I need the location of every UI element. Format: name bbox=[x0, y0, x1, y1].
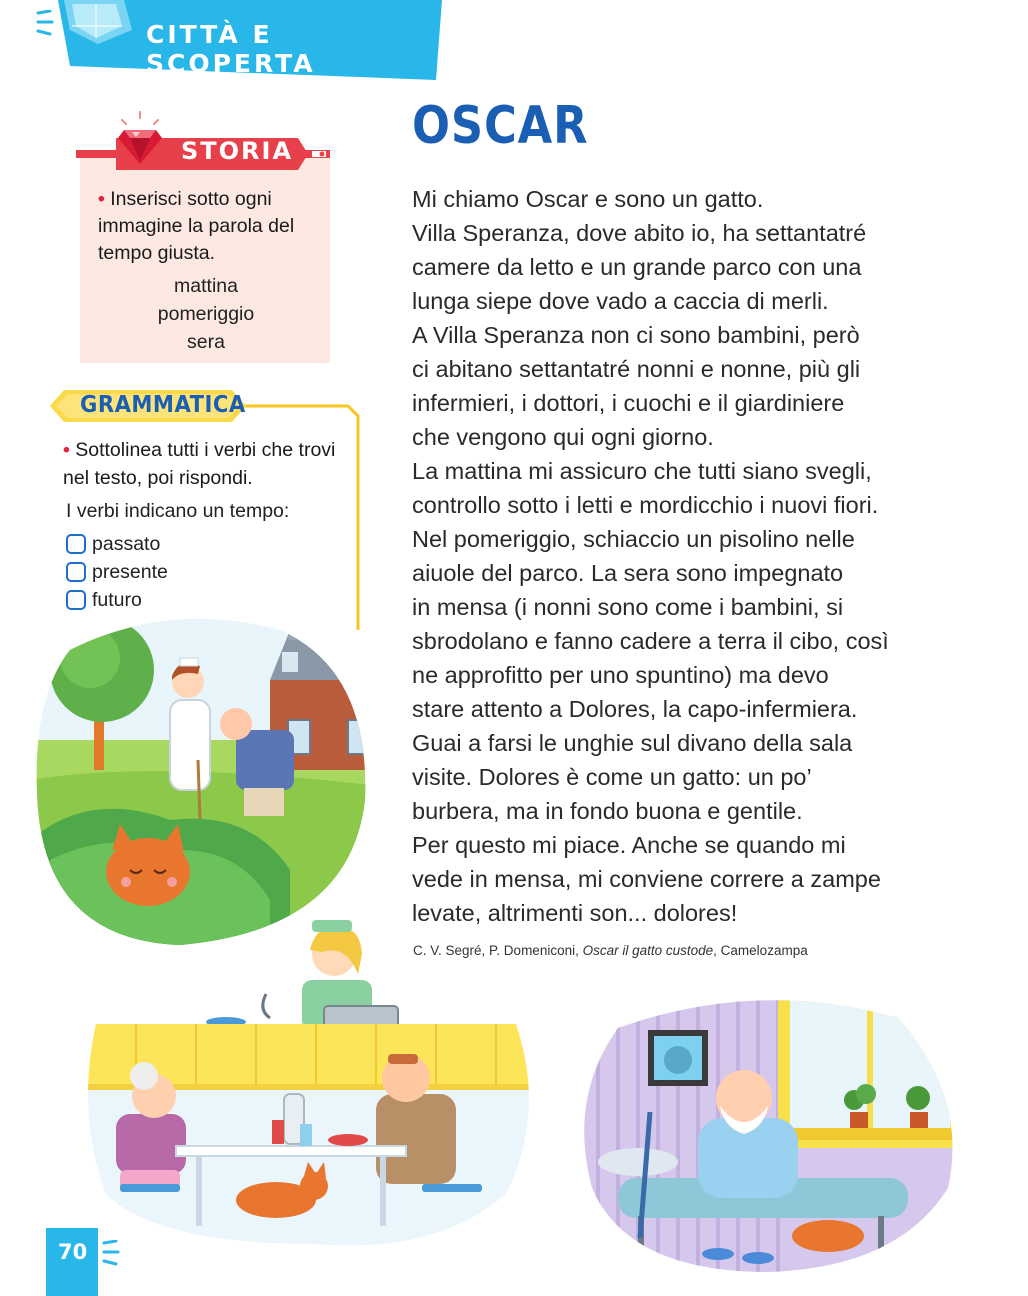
storia-instruction-text: Inserisci sotto ogni immagine la parola del tempo giusta. bbox=[98, 188, 295, 264]
story-line: controllo sotto i letti e mordicchio i nuovi fiori. bbox=[412, 492, 879, 518]
grammatica-question: I verbi indicano un tempo: bbox=[66, 500, 290, 522]
grammatica-label: GRAMMATICA bbox=[80, 392, 246, 418]
checkbox-futuro[interactable] bbox=[66, 590, 86, 610]
decorative-lines-icon bbox=[36, 10, 58, 40]
storia-word-list bbox=[120, 272, 292, 356]
option-passato[interactable] bbox=[66, 531, 160, 557]
section-title: CITTÀ E SCOPERTA bbox=[146, 20, 316, 78]
bullet-icon: • bbox=[63, 439, 76, 461]
grammatica-instruction-text: Sottolinea tutti i verbi che trovi nel testo, poi rispondi. bbox=[63, 439, 336, 489]
story-line: sbrodolano e fanno cadere a terra il cibo, così bbox=[412, 628, 889, 654]
story-line: A Villa Speranza non ci sono bambini, però bbox=[412, 322, 860, 348]
story-line: Guai a farsi le unghie sul divano della sala bbox=[412, 730, 853, 756]
story-line: Mi chiamo Oscar e sono un gatto. bbox=[412, 186, 764, 212]
story-line: che vengono qui ogni giorno. bbox=[412, 424, 714, 450]
story-line: aiuole del parco. La sera sono impegnato bbox=[412, 560, 844, 586]
word-sera: sera bbox=[187, 331, 225, 353]
section-banner bbox=[58, 0, 442, 80]
story-line: La mattina mi assicuro che tutti siano svegli, bbox=[412, 458, 872, 484]
word-pomeriggio: pomeriggio bbox=[157, 303, 255, 325]
checkbox-presente[interactable] bbox=[66, 562, 86, 582]
story-line: ne approfitto per uno spuntino) ma devo bbox=[412, 662, 829, 688]
story-line: ci abitano settantatré nonni e nonne, più gli bbox=[412, 356, 861, 382]
bullet-icon: • bbox=[98, 188, 111, 210]
storia-label: STORIA bbox=[181, 137, 294, 165]
story-line: burbera, ma in fondo buona e gentile. bbox=[412, 798, 803, 824]
checkbox-passato[interactable] bbox=[66, 534, 86, 554]
story-title: OSCAR bbox=[412, 96, 589, 156]
story-line: Nel pomeriggio, schiaccio un pisolino nelle bbox=[412, 526, 855, 552]
word-mattina: mattina bbox=[174, 275, 238, 297]
story-body bbox=[412, 182, 952, 930]
story-line: vede in mensa, mi conviene correre a zampe bbox=[412, 866, 881, 892]
garden-illustration bbox=[30, 610, 370, 950]
story-line: camere da letto e un grande parco con una bbox=[412, 254, 862, 280]
story-line: stare attento a Dolores, la capo-infermiera. bbox=[412, 696, 858, 722]
story-line: visite. Dolores è come un gatto: un po’ bbox=[412, 764, 812, 790]
story-line: levate, altrimenti son... dolores! bbox=[412, 900, 738, 926]
option-label: futuro bbox=[92, 588, 142, 611]
option-presente[interactable] bbox=[66, 559, 168, 585]
citation-publisher: , Camelozampa bbox=[713, 943, 808, 958]
page-number: 70 bbox=[58, 1240, 88, 1264]
decorative-lines-icon bbox=[102, 1240, 122, 1270]
citation-authors: C. V. Segré, P. Domeniconi, bbox=[413, 943, 583, 958]
canteen-illustration bbox=[76, 914, 536, 1254]
story-line: Villa Speranza, dove abito io, ha settantatré bbox=[412, 220, 867, 246]
grammatica-instruction bbox=[63, 436, 353, 492]
story-line: infermieri, i dottori, i cuochi e il giardiniere bbox=[412, 390, 845, 416]
option-label: presente bbox=[92, 560, 168, 583]
option-label: passato bbox=[92, 532, 161, 555]
citation-book: Oscar il gatto custode bbox=[582, 943, 714, 958]
story-line: in mensa (i nonni sono come i bambini, si bbox=[412, 594, 844, 620]
citation bbox=[413, 943, 808, 958]
sitting-room-illustration bbox=[578, 988, 958, 1276]
story-line: lunga siepe dove vado a caccia di merli. bbox=[412, 288, 829, 314]
ruby-gem-icon bbox=[110, 110, 170, 170]
storia-instruction bbox=[98, 186, 318, 267]
story-line: Per questo mi piace. Anche se quando mi bbox=[412, 832, 846, 858]
